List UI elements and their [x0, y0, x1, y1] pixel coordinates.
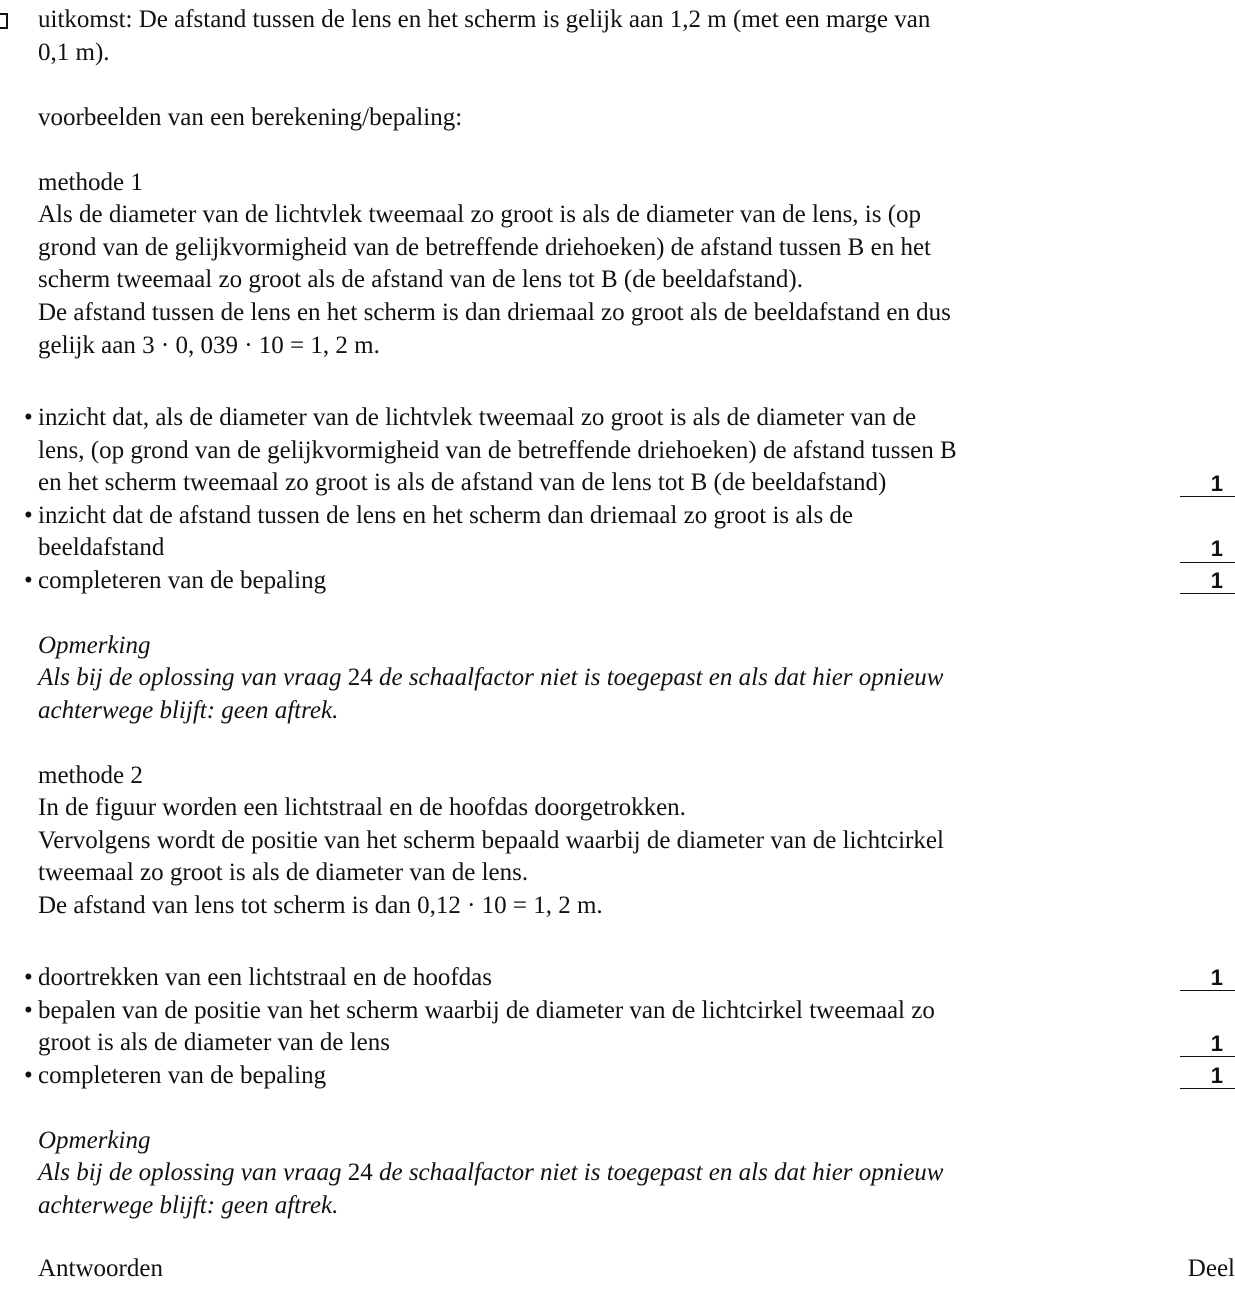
method2-text-line: De afstand van lens tot scherm is dan 0,12 · 10 = 1, 2 m.: [38, 892, 603, 919]
criterion-line: inzicht dat de afstand tussen de lens en het scherm dan driemaal zo groot is als de: [38, 502, 854, 529]
footer-part: Deel: [1187, 1255, 1235, 1282]
score-rule: [1180, 593, 1235, 594]
score-points: 1: [1210, 536, 1223, 561]
criterion-line: completeren van de bepaling: [38, 1062, 327, 1089]
score-rule: [1180, 990, 1235, 991]
outcome-line-2: 0,1 m).: [38, 39, 110, 66]
method1-text-line: scherm tweemaal zo groot als de afstand van de lens tot B (de beeldafstand).: [38, 266, 804, 293]
score-points: 1: [1210, 1031, 1223, 1056]
method2-text-line: In de figuur worden een lichtstraal en de hoofdas doorgetrokken.: [38, 794, 686, 821]
bullet: •: [24, 997, 33, 1024]
criterion-line: completeren van de bepaling: [38, 567, 327, 594]
criterion-line: inzicht dat, als de diameter van de lichtvlek tweemaal zo groot is als de diameter van de: [38, 404, 917, 431]
criterion-line: bepalen van de positie van het scherm waarbij de diameter van de lichtcirkel tweemaal zo: [38, 997, 935, 1024]
criterion-line: en het scherm tweemaal zo groot is als de afstand van de lens tot B (de beeldafstand): [38, 469, 887, 496]
score-points: 1: [1210, 471, 1223, 496]
method1-text-line: Als de diameter van de lichtvlek tweemaal zo groot is als de diameter van de lens, is (op: [38, 201, 922, 228]
method2-text-line: Vervolgens wordt de positie van het scherm bepaald waarbij de diameter van de lichtcirkel: [38, 827, 944, 854]
criterion-line: beeldafstand: [38, 534, 165, 561]
bullet: •: [24, 502, 33, 529]
criterion-line: doortrekken van een lichtstraal en de hoofdas: [38, 964, 492, 991]
method2-heading: methode 2: [38, 762, 143, 789]
method1-heading: methode 1: [38, 169, 143, 196]
outcome-line-1: uitkomst: De afstand tussen de lens en het scherm is gelijk aan 1,2 m (met een marge van: [38, 6, 931, 33]
remark-line: Als bij de oplossing van vraag 24 de schaalfactor niet is toegepast en als dat hier opnieuw: [38, 1159, 944, 1186]
method1-text-line: gelijk aan 3 · 0, 039 · 10 = 1, 2 m.: [38, 332, 380, 359]
remark-title: Opmerking: [38, 1127, 151, 1154]
footer-label: Antwoorden: [38, 1255, 163, 1282]
remark-line: achterwege blijft: geen aftrek.: [38, 1192, 339, 1219]
method2-text-line: tweemaal zo groot is als de diameter van de lens.: [38, 859, 529, 886]
examples-heading: voorbeelden van een berekening/bepaling:: [38, 104, 463, 131]
score-rule: [1180, 1088, 1235, 1089]
score-rule: [1180, 496, 1235, 497]
score-points: 1: [1210, 1063, 1223, 1088]
score-rule: [1180, 1056, 1235, 1057]
bullet: •: [24, 1062, 33, 1089]
bullet: •: [24, 567, 33, 594]
criterion-line: groot is als de diameter van de lens: [38, 1029, 390, 1056]
score-rule: [1180, 562, 1235, 563]
method1-text-line: De afstand tussen de lens en het scherm is dan driemaal zo groot als de beeldafstand en dus: [38, 299, 951, 326]
method1-text-line: grond van de gelijkvormigheid van de betreffende driehoeken) de afstand tussen B en het: [38, 234, 931, 261]
answer-marker: [0, 13, 8, 29]
score-points: 1: [1210, 965, 1223, 990]
criterion-line: lens, (op grond van de gelijkvormigheid van de betreffende driehoeken) de afstand tussen B: [38, 437, 957, 464]
score-points: 1: [1210, 568, 1223, 593]
remark-line: Als bij de oplossing van vraag 24 de schaalfactor niet is toegepast en als dat hier opnieuw: [38, 664, 944, 691]
bullet: •: [24, 404, 33, 431]
bullet: •: [24, 964, 33, 991]
remark-line: achterwege blijft: geen aftrek.: [38, 697, 339, 724]
remark-title: Opmerking: [38, 632, 151, 659]
